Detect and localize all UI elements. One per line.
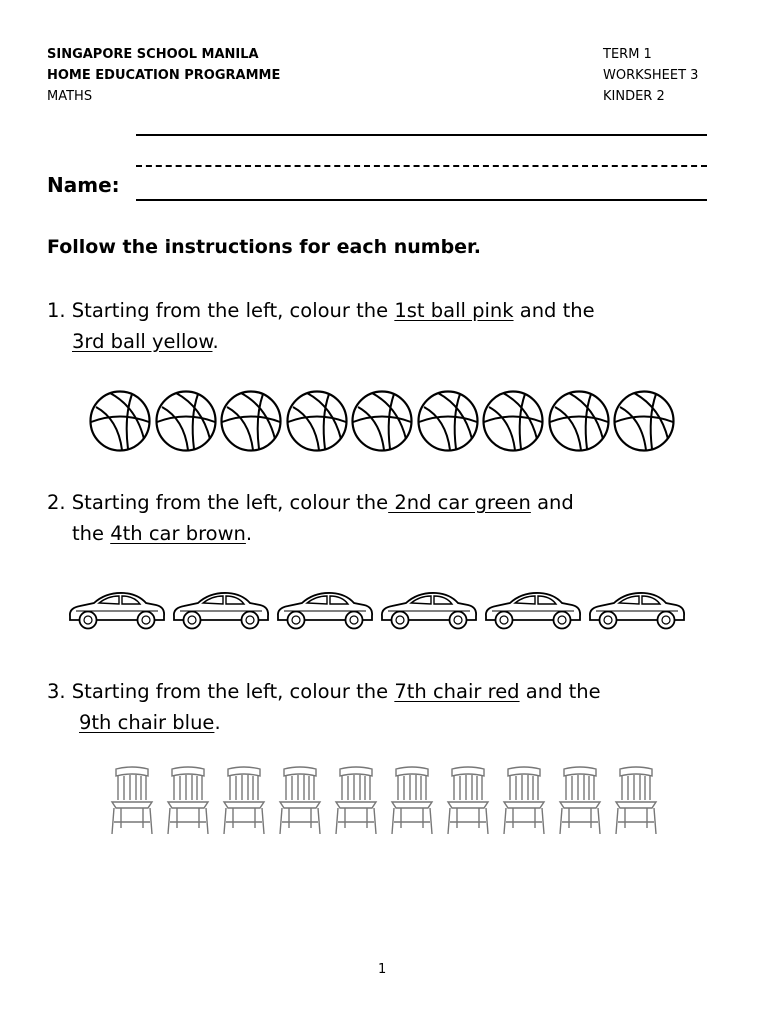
car-icon[interactable]	[66, 586, 170, 638]
car-icon[interactable]	[586, 586, 690, 638]
ball-row	[88, 389, 678, 457]
q2-line2-prefix: the	[72, 522, 111, 545]
basketball-icon[interactable]	[547, 389, 612, 457]
chair-icon[interactable]	[216, 766, 272, 842]
header-left	[47, 44, 280, 107]
q1-mid: and the	[513, 299, 595, 322]
q1-suffix: .	[212, 330, 219, 353]
programme-name: HOME EDUCATION PROGRAMME	[47, 68, 281, 83]
q1-text: 1. Starting from the left, colour the	[47, 299, 395, 322]
car-icon[interactable]	[378, 586, 482, 638]
basketball-icon[interactable]	[285, 389, 350, 457]
question-2	[47, 487, 747, 549]
car-icon[interactable]	[274, 586, 378, 638]
q2-text: 2. Starting from the left, colour the	[47, 491, 389, 514]
chair-icon[interactable]	[608, 766, 664, 842]
q3-mid: and the	[519, 680, 601, 703]
chair-icon[interactable]	[440, 766, 496, 842]
q2-suffix: .	[245, 522, 253, 545]
chair-icon[interactable]	[328, 766, 384, 842]
basketball-icon[interactable]	[612, 389, 677, 457]
chair-row	[104, 766, 664, 842]
q3-underline-2: 9th chair blue	[79, 711, 215, 734]
chair-icon[interactable]	[552, 766, 608, 842]
instructions: Follow the instructions for each number.	[47, 236, 481, 258]
car-icon[interactable]	[170, 586, 274, 638]
term-label: TERM 1	[603, 47, 652, 62]
school-name: SINGAPORE SCHOOL MANILA	[47, 47, 259, 62]
basketball-icon[interactable]	[154, 389, 219, 457]
q2-underline-1: 2nd car green	[388, 491, 531, 514]
chair-icon[interactable]	[272, 766, 328, 842]
question-3	[47, 676, 747, 738]
q2-mid: and	[530, 491, 574, 514]
basketball-icon[interactable]	[350, 389, 415, 457]
subject-name: MATHS	[47, 89, 93, 104]
header-right	[603, 44, 698, 107]
car-row	[66, 586, 690, 638]
basketball-icon[interactable]	[88, 389, 153, 457]
basketball-icon[interactable]	[481, 389, 546, 457]
q3-suffix: .	[214, 711, 221, 734]
writing-top-line	[136, 134, 707, 136]
chair-icon[interactable]	[104, 766, 160, 842]
q1-underline-2: 3rd ball yellow	[72, 330, 213, 353]
level-label: KINDER 2	[603, 89, 665, 104]
writing-dashed-line	[136, 165, 707, 167]
basketball-icon[interactable]	[219, 389, 284, 457]
page-number: 1	[378, 962, 387, 977]
name-label: Name:	[47, 173, 120, 197]
worksheet-label: WORKSHEET 3	[603, 68, 699, 83]
q1-underline-1: 1st ball pink	[394, 299, 514, 322]
q3-text: 3. Starting from the left, colour the	[47, 680, 395, 703]
car-icon[interactable]	[482, 586, 586, 638]
chair-icon[interactable]	[496, 766, 552, 842]
q3-underline-1: 7th chair red	[394, 680, 520, 703]
q2-underline-2: 4th car brown	[110, 522, 246, 545]
writing-base-line[interactable]	[136, 199, 707, 201]
chair-icon[interactable]	[384, 766, 440, 842]
question-1	[47, 295, 747, 357]
basketball-icon[interactable]	[416, 389, 481, 457]
chair-icon[interactable]	[160, 766, 216, 842]
